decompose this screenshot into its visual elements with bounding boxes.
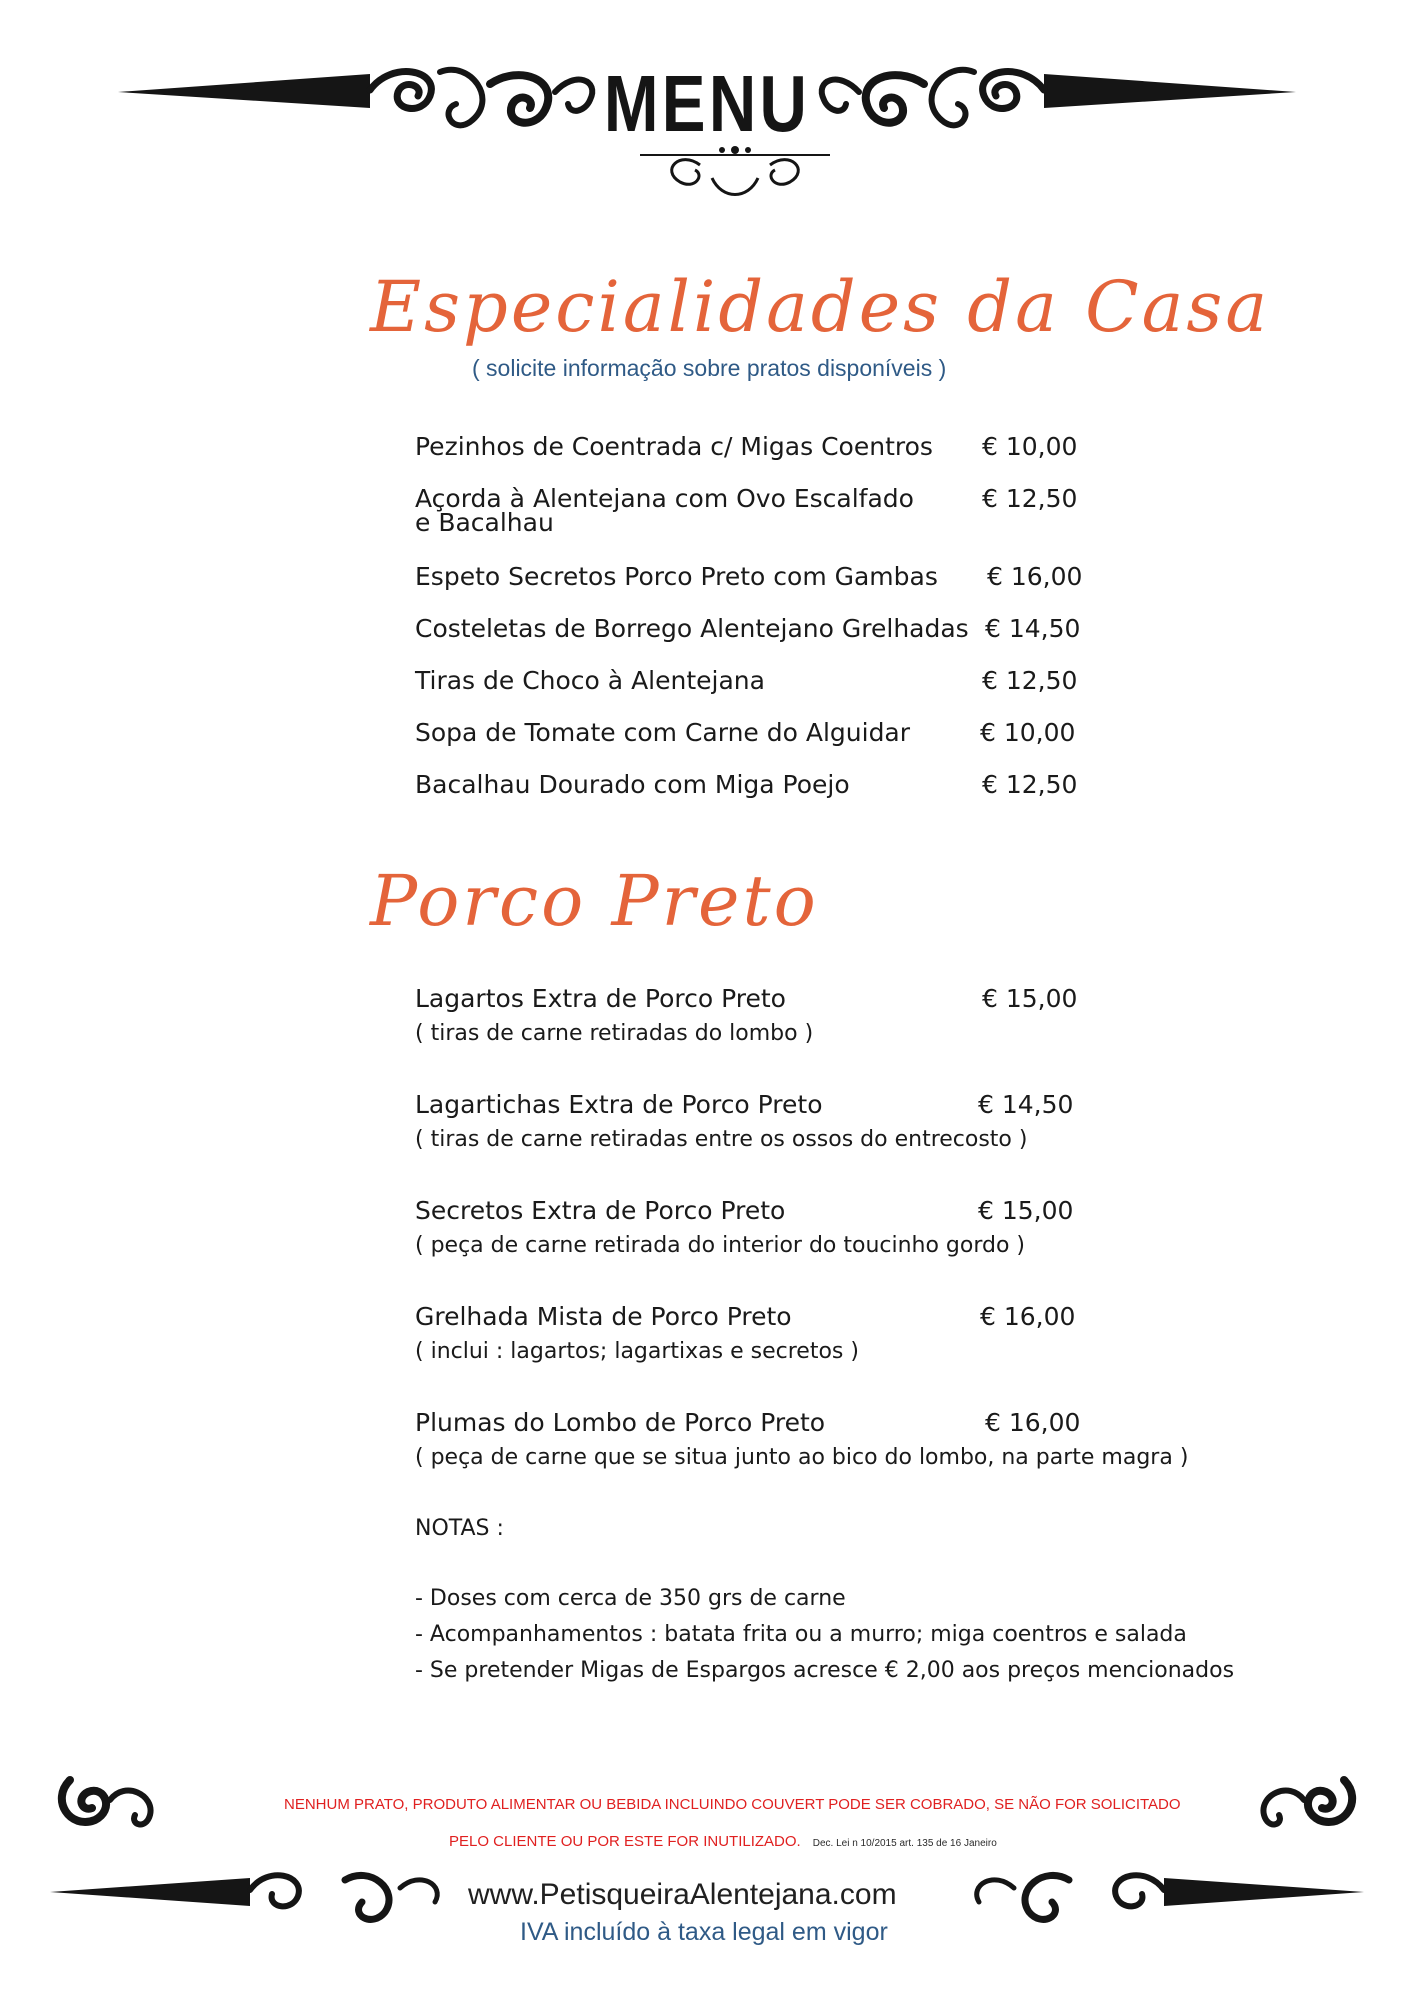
esp-item-3-price: € 16,00 [987, 562, 1083, 591]
especialidades-heading: Especialidades da Casa [370, 266, 1271, 348]
pp-item-2-name: Lagartichas Extra de Porco Preto [415, 1090, 823, 1119]
pp-item-5-desc: ( peça de carne que se situa junto ao bico do lombo, na parte magra ) [415, 1445, 1189, 1470]
pp-item-2-desc: ( tiras de carne retiradas entre os ossos do entrecosto ) [415, 1127, 1028, 1152]
legal-reference: Dec. Lei n 10/2015 art. 135 de 16 Janeiro [812, 1838, 997, 1849]
pp-item-1-name: Lagartos Extra de Porco Preto [415, 984, 786, 1013]
esp-item-3-name: Espeto Secretos Porco Preto com Gambas [415, 562, 938, 591]
esp-item-1-name: Pezinhos de Coentrada c/ Migas Coentros [415, 432, 933, 461]
esp-item-5-price: € 12,50 [982, 666, 1078, 695]
note-line-3: - Se pretender Migas de Espargos acresce € 2,00 aos preços mencionados [415, 1658, 1235, 1683]
legal-line-2: PELO CLIENTE OU POR ESTE FOR INUTILIZADO. [449, 1833, 801, 1850]
esp-item-2-name-cont: e Bacalhau [415, 508, 554, 537]
pp-item-3-price: € 15,00 [978, 1196, 1074, 1225]
esp-item-7-price: € 12,50 [982, 770, 1078, 799]
pp-item-5-name: Plumas do Lombo de Porco Preto [415, 1408, 826, 1437]
pp-item-1-desc: ( tiras de carne retiradas do lombo ) [415, 1021, 814, 1046]
menu-title: MENU [603, 59, 811, 148]
pp-item-3-name: Secretos Extra de Porco Preto [415, 1196, 786, 1225]
pp-item-5-price: € 16,00 [985, 1408, 1081, 1437]
esp-item-1-price: € 10,00 [982, 432, 1078, 461]
pp-item-4-desc: ( inclui : lagartos; lagartixas e secretos ) [415, 1339, 859, 1364]
pp-item-2-price: € 14,50 [978, 1090, 1074, 1119]
esp-item-6-price: € 10,00 [980, 718, 1076, 747]
pp-item-4-price: € 16,00 [980, 1302, 1076, 1331]
pp-item-1-price: € 15,00 [982, 984, 1078, 1013]
esp-item-5-name: Tiras de Choco à Alentejana [415, 666, 765, 695]
legal-line-1: NENHUM PRATO, PRODUTO ALIMENTAR OU BEBIDA INCLUINDO COUVERT PODE SER COBRADO, SE NÃO FOR SOLICITADO [284, 1796, 1181, 1813]
note-line-1: - Doses com cerca de 350 grs de carne [415, 1586, 846, 1611]
esp-item-2-price: € 12,50 [982, 484, 1078, 513]
porco-preto-heading: Porco Preto [370, 860, 819, 942]
iva-note: IVA incluído à taxa legal em vigor [520, 1918, 888, 1946]
note-line-2: - Acompanhamentos : batata frita ou a murro; miga coentros e salada [415, 1622, 1187, 1647]
esp-item-6-name: Sopa de Tomate com Carne do Alguidar [415, 718, 911, 747]
website-link[interactable]: www.PetisqueiraAlentejana.com [468, 1878, 897, 1911]
pp-item-4-name: Grelhada Mista de Porco Preto [415, 1302, 792, 1331]
especialidades-subtitle: ( solicite informação sobre pratos disponíveis ) [472, 355, 947, 381]
notes-title: NOTAS : [415, 1516, 504, 1541]
footer-ornaments-icon [0, 1740, 1414, 2000]
esp-item-4-name: Costeletas de Borrego Alentejano Grelhadas [415, 614, 969, 643]
pp-item-3-desc: ( peça de carne retirada do interior do toucinho gordo ) [415, 1233, 1026, 1258]
esp-item-7-name: Bacalhau Dourado com Miga Poejo [415, 770, 850, 799]
esp-item-2-name: Açorda à Alentejana com Ovo Escalfado [415, 484, 914, 513]
esp-item-4-price: € 14,50 [985, 614, 1081, 643]
